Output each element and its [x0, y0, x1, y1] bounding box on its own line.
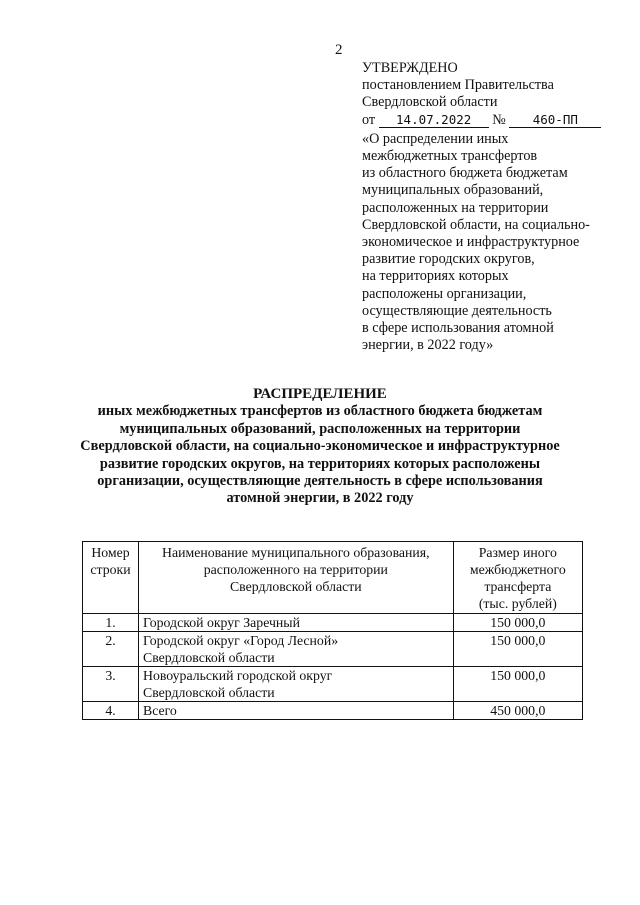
row-amount: 450 000,0: [453, 702, 582, 720]
row-municipality-line: Новоуральский городской округ: [143, 668, 333, 683]
row-number: 4.: [83, 702, 139, 720]
header-text: Номер: [91, 545, 130, 560]
row-municipality-line: Городской округ «Город Лесной»: [143, 633, 339, 648]
document-title-line: организации, осуществляющие деятельность в сфере использования: [97, 473, 543, 490]
document-title-line: атомной энергии, в 2022 году: [226, 490, 414, 507]
decree-title-line: развитие городских округов,: [362, 251, 535, 268]
header-text: Размер иного: [478, 545, 557, 560]
header-text: (тыс. рублей): [478, 596, 557, 611]
decree-title-line: на территориях которых: [362, 268, 509, 285]
page-number: 2: [335, 42, 343, 58]
row-amount: 150 000,0: [453, 632, 582, 667]
row-municipality: [139, 702, 454, 720]
document-heading: РАСПРЕДЕЛЕНИЕ: [253, 386, 387, 402]
transfers-table: [82, 541, 583, 720]
header-text: Свердловской области: [229, 579, 362, 594]
decree-title: [362, 131, 632, 355]
number-sign: №: [492, 111, 506, 128]
table-row-total: [83, 702, 583, 720]
document-title-line: развитие городских округов, на территориях которых расположены: [99, 455, 541, 472]
table-header-row: [83, 542, 583, 614]
approval-line: постановлением Правительства: [362, 77, 554, 94]
row-municipality-line: Свердловской области: [143, 685, 275, 700]
document-title-line: иных межбюджетных трансфертов из областного бюджета бюджетам: [97, 403, 543, 420]
header-row-number: [83, 542, 139, 614]
decree-number: 460-ПП: [509, 113, 601, 128]
header-text: строки: [90, 562, 131, 577]
approval-heading: УТВЕРЖДЕНО: [362, 60, 458, 76]
decree-title-line: муниципальных образований,: [362, 182, 544, 199]
approval-block: [362, 60, 632, 354]
header-text: Наименование муниципального образования,: [162, 545, 430, 560]
row-number: 2.: [83, 632, 139, 667]
row-number: 1.: [83, 614, 139, 632]
header-municipality-name: [139, 542, 454, 614]
row-municipality-line: Свердловской области: [143, 650, 275, 665]
table-row: [83, 667, 583, 702]
decree-title-line: из областного бюджета бюджетам: [362, 165, 568, 182]
decree-title-line: «О распределении иных: [362, 130, 509, 147]
document-title-line: Свердловской области, на социально-экономическое и инфраструктурное: [80, 438, 560, 455]
row-amount: 150 000,0: [453, 614, 582, 632]
approval-line: Свердловской области: [362, 94, 498, 111]
row-amount: 150 000,0: [453, 667, 582, 702]
table-row: [83, 632, 583, 667]
decree-title-line: экономическое и инфраструктурное: [362, 234, 580, 251]
decree-title-line: Свердловской области, на социально-: [362, 216, 590, 233]
row-number: 3.: [83, 667, 139, 702]
decree-date-number-row: [362, 112, 632, 129]
decree-title-line: осуществляющие деятельность: [362, 302, 552, 319]
decree-date: 14.07.2022: [379, 113, 489, 128]
decree-title-line: энергии, в 2022 году»: [362, 337, 494, 354]
decree-title-line: в сфере использования атомной: [362, 320, 554, 337]
table-row: [83, 614, 583, 632]
decree-title-line: расположенных на территории: [362, 199, 549, 216]
row-municipality: [139, 632, 454, 667]
row-municipality-line: Городской округ Заречный: [143, 615, 300, 630]
document-title-line: муниципальных образований, расположенных на территории: [119, 420, 521, 437]
header-text: межбюджетного: [469, 562, 566, 577]
row-municipality-line: Всего: [143, 703, 177, 718]
decree-title-line: межбюджетных трансфертов: [362, 148, 538, 165]
row-municipality: [139, 667, 454, 702]
header-text: расположенного на территории: [203, 562, 388, 577]
row-municipality: [139, 614, 454, 632]
header-text: трансферта: [484, 579, 552, 594]
date-prefix: от: [362, 111, 376, 128]
decree-title-line: расположены организации,: [362, 285, 527, 302]
header-transfer-amount: [453, 542, 582, 614]
document-title: [60, 386, 580, 508]
